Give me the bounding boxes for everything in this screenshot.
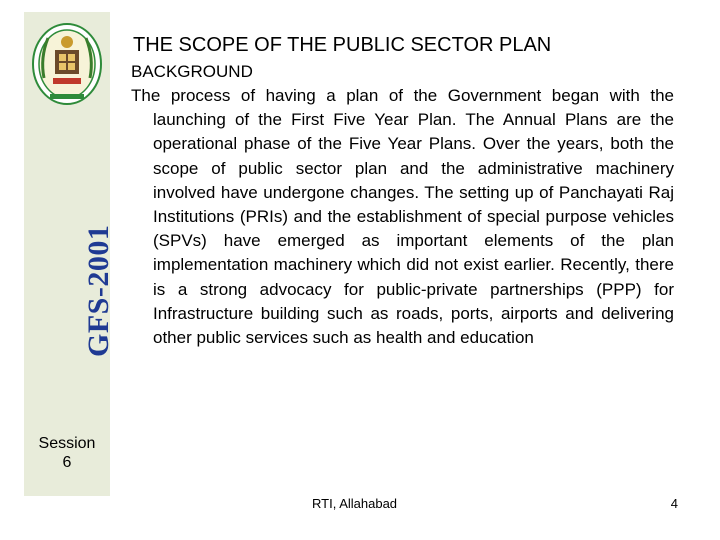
session-label xyxy=(24,434,110,472)
sidebar xyxy=(24,12,115,496)
section-label: BACKGROUND xyxy=(131,62,253,81)
vertical-title-text: GFS-2001 xyxy=(82,224,115,357)
body-text xyxy=(131,84,674,350)
page-number: 4 xyxy=(670,496,678,511)
emblem-logo xyxy=(30,18,104,118)
body-paragraph: The process of having a plan of the Government began with the launching of the First Five Year Plan. The Annual Plans are the operational phase of the Five Year Plans. Over the years, both the scope of public sector plan and the administrative machinery involved have undergone changes. The setting up of Panchayati Raj Institutions (PRIs) and the establishment of special purpose vehicles (SPVs) have emerged as important elements of the plan implementation machinery which did not exist earlier. Recently, there is a strong advocacy for public-private partnerships (PPP) for Infrastructure building such as roads, ports, airports and delivering other public services such as health and education xyxy=(131,86,674,348)
session-label-text: Session xyxy=(38,435,96,452)
session-number: 6 xyxy=(62,454,72,471)
footer-organization: RTI, Allahabad xyxy=(312,496,398,511)
slide-title: THE SCOPE OF THE PUBLIC SECTOR PLAN xyxy=(133,34,552,56)
